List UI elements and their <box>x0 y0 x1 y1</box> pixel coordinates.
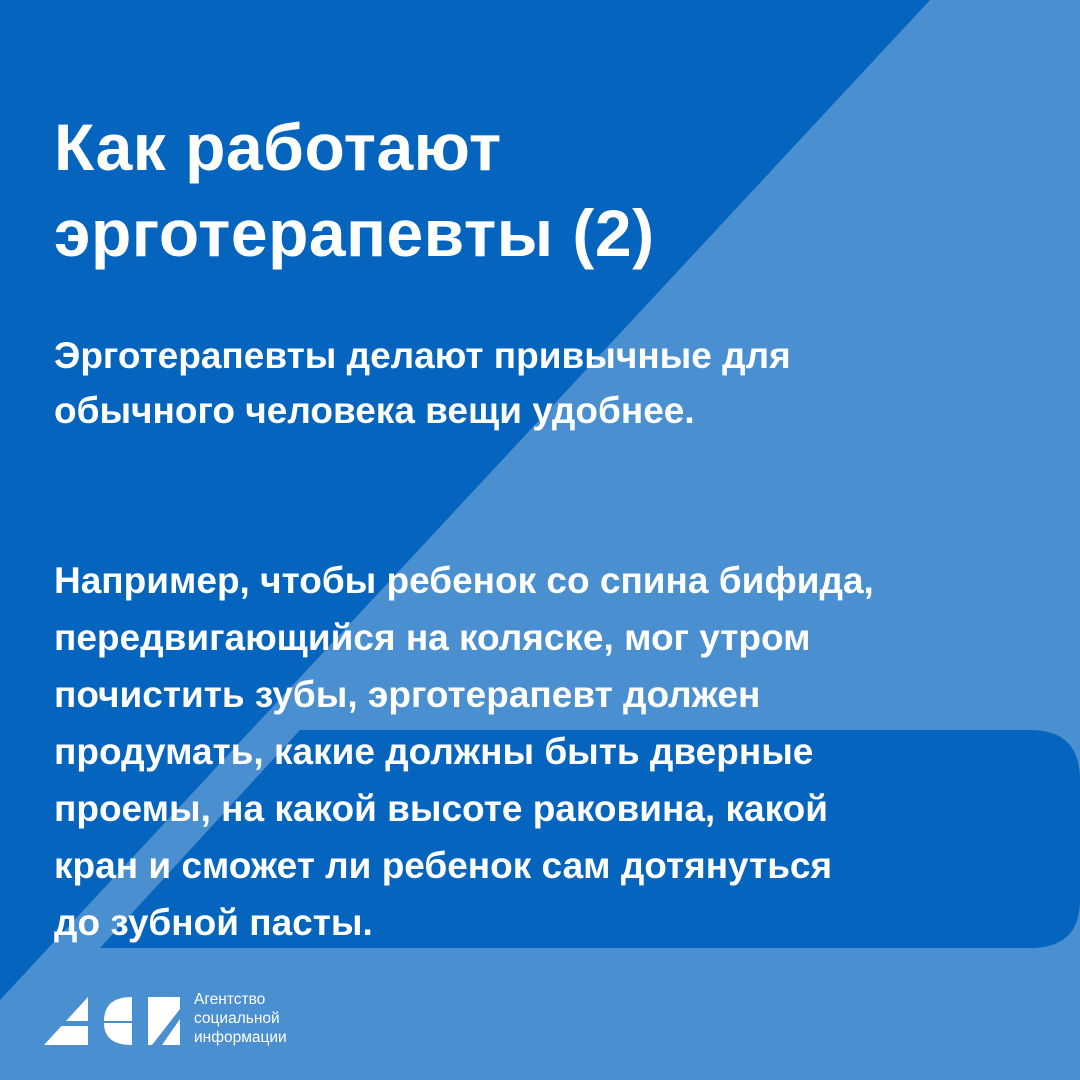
title-line: Как работают <box>54 110 502 184</box>
agency-name-line: социальной <box>194 1010 280 1027</box>
page-title <box>54 104 1014 276</box>
lead-line: обычного человека вещи удобнее. <box>54 390 695 431</box>
body-line: до зубной пасты. <box>54 902 373 943</box>
lead-line: Эрготерапевты делают привычные для <box>54 335 791 376</box>
example-paragraph <box>54 552 1054 951</box>
agency-name <box>194 990 287 1047</box>
body-line: почистить зубы, эрготерапевт должен <box>54 674 761 715</box>
body-line: передвигающийся на коляске, мог утром <box>54 617 811 658</box>
agency-logo <box>44 990 287 1047</box>
agency-name-line: информации <box>194 1029 287 1046</box>
body-line: продумать, какие должны быть дверные <box>54 731 814 772</box>
body-line: Например, чтобы ребенок со спина бифида, <box>54 560 874 601</box>
body-line: проемы, на какой высоте раковина, какой <box>54 788 828 829</box>
title-line: эрготерапевты (2) <box>54 196 655 270</box>
lead-paragraph <box>54 328 1034 438</box>
agency-name-line: Агентство <box>194 991 266 1008</box>
asi-logo-icon <box>44 991 182 1047</box>
body-line: кран и сможет ли ребенок сам дотянуться <box>54 845 833 886</box>
